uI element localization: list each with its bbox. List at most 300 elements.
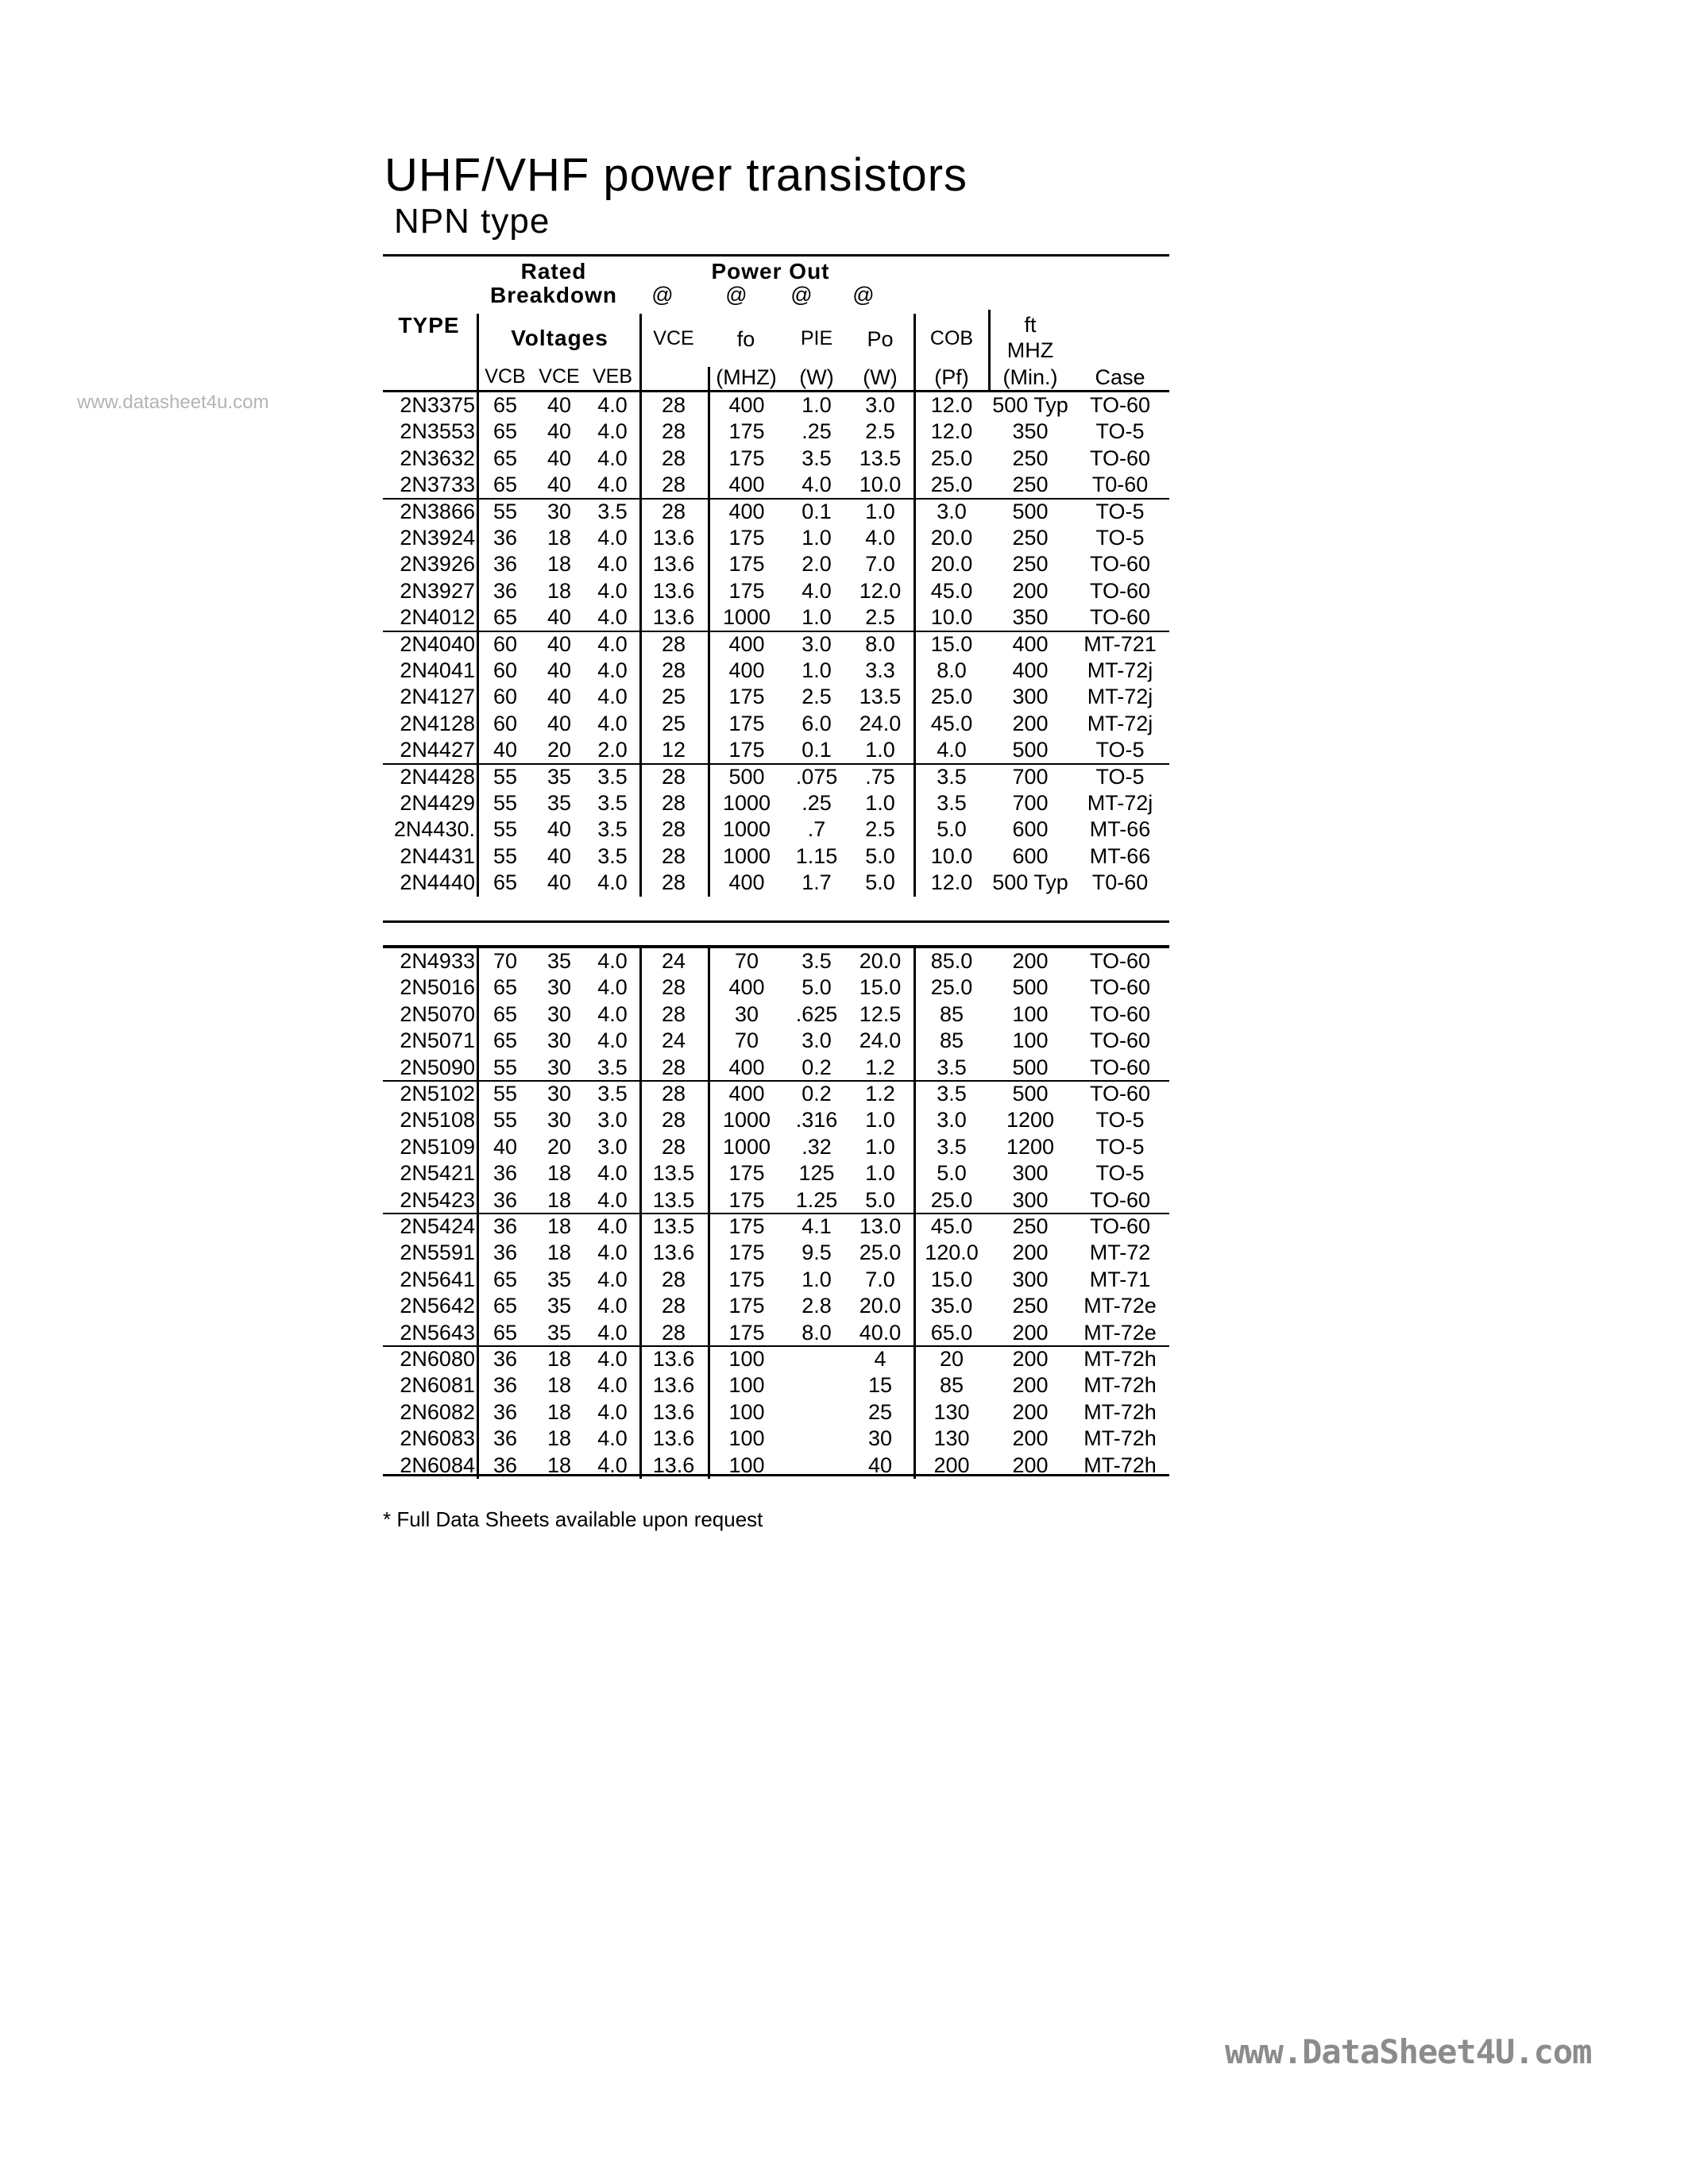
cell-case: TO-5 — [1095, 1108, 1145, 1133]
cell-vcb: 36 — [492, 1187, 518, 1212]
cell-type: 2N3866 — [400, 499, 475, 523]
cell-cob: 20 — [939, 1347, 964, 1371]
cell-case: TO-5 — [1095, 1134, 1145, 1159]
cell-vcb: 70 — [492, 949, 518, 973]
cell-type: 2N4933 — [400, 949, 475, 973]
table-row — [383, 499, 1169, 525]
cell-type: 2N6081 — [400, 1373, 475, 1398]
header-ft-mhz: MHZ — [1006, 338, 1054, 362]
cell-po: 4 — [874, 1347, 886, 1371]
cell-vcb: 65 — [492, 419, 518, 444]
cell-veb: 3.0 — [597, 1108, 628, 1133]
header-vcb: VCB — [485, 365, 526, 388]
cell-vce-test: 28 — [661, 791, 686, 815]
cell-vce-test: 13.6 — [652, 1347, 695, 1371]
header-po: Po — [867, 327, 894, 351]
cell-case: MT-72j — [1087, 658, 1153, 682]
cell-pie: .32 — [802, 1134, 832, 1159]
cell-vce: 35 — [547, 764, 572, 789]
cell-fo: 400 — [728, 1082, 765, 1106]
cell-case: TO-5 — [1095, 1161, 1145, 1186]
cell-ft: 500 — [1012, 738, 1049, 762]
cell-ft: 300 — [1012, 1267, 1049, 1291]
cell-po: 5.0 — [865, 1187, 895, 1212]
cell-vcb: 65 — [492, 1028, 518, 1053]
cell-pie: 3.5 — [802, 446, 832, 470]
cell-vcb: 36 — [492, 1426, 518, 1451]
cell-vcb: 36 — [492, 578, 518, 603]
cell-fo: 175 — [728, 738, 765, 762]
column-divider — [477, 948, 479, 1479]
cell-fo: 175 — [728, 419, 765, 444]
cell-vce-test: 13.6 — [652, 605, 695, 630]
cell-vce: 40 — [547, 605, 572, 630]
cell-cob: 45.0 — [930, 578, 973, 603]
cell-cob: 85 — [939, 1001, 964, 1026]
cell-vce-test: 13.6 — [652, 526, 695, 550]
cell-case: MT-72h — [1083, 1347, 1157, 1371]
cell-case: TO-5 — [1095, 419, 1145, 444]
cell-vce-test: 13.6 — [652, 1426, 695, 1451]
cell-case: TO-60 — [1089, 552, 1151, 577]
cell-fo: 175 — [728, 1241, 765, 1265]
column-divider — [914, 392, 916, 897]
page-title: UHF/VHF power transistors — [384, 149, 968, 201]
column-divider — [914, 948, 916, 1479]
cell-fo: 400 — [728, 870, 765, 895]
cell-cob: 25.0 — [930, 473, 973, 497]
table-row — [383, 948, 1169, 974]
cell-po: 25 — [867, 1399, 893, 1424]
cell-veb: 3.5 — [597, 764, 628, 789]
cell-vce-test: 13.6 — [652, 1241, 695, 1265]
cell-type: 2N4431 — [400, 843, 475, 868]
cell-fo: 100 — [728, 1399, 765, 1424]
cell-ft: 350 — [1012, 419, 1049, 444]
cell-vcb: 65 — [492, 1320, 518, 1345]
cell-ft: 250 — [1012, 526, 1049, 550]
cell-vcb: 55 — [492, 499, 518, 523]
cell-type: 2N5109 — [400, 1134, 475, 1159]
cell-veb: 4.0 — [597, 949, 628, 973]
cell-ft: 300 — [1012, 685, 1049, 709]
cell-cob: 5.0 — [937, 817, 967, 842]
cell-ft: 200 — [1012, 1320, 1049, 1345]
cell-cob: 45.0 — [930, 711, 973, 735]
header-unit-mhz: (MHZ) — [716, 365, 777, 389]
cell-ft: 1200 — [1006, 1134, 1055, 1159]
cell-vce: 18 — [547, 1241, 572, 1265]
cell-cob: 8.0 — [937, 658, 967, 682]
cell-vce: 30 — [547, 1082, 572, 1106]
cell-vcb: 55 — [492, 1055, 518, 1079]
cell-case: TO-60 — [1089, 1001, 1151, 1026]
cell-pie: 4.1 — [802, 1214, 832, 1238]
cell-veb: 4.0 — [597, 473, 628, 497]
cell-veb: 4.0 — [597, 1267, 628, 1291]
cell-fo: 70 — [734, 1028, 759, 1053]
cell-cob: 200 — [933, 1453, 970, 1477]
cell-pie: .075 — [795, 764, 838, 789]
cell-ft: 300 — [1012, 1161, 1049, 1186]
cell-vce-test: 28 — [661, 1134, 686, 1159]
cell-vce-test: 28 — [661, 473, 686, 497]
cell-fo: 1000 — [722, 1108, 771, 1133]
cell-vce: 20 — [547, 738, 572, 762]
cell-pie: 1.0 — [802, 658, 832, 682]
cell-vcb: 55 — [492, 764, 518, 789]
cell-vce-test: 28 — [661, 446, 686, 470]
cell-type: 2N5641 — [400, 1267, 475, 1291]
cell-veb: 4.0 — [597, 446, 628, 470]
cell-vcb: 65 — [492, 1001, 518, 1026]
header-veb: VEB — [592, 365, 633, 388]
cell-cob: 20.0 — [930, 526, 973, 550]
cell-veb: 4.0 — [597, 1399, 628, 1424]
cell-pie: 1.7 — [802, 870, 832, 895]
column-divider — [639, 948, 642, 1479]
cell-pie: 0.2 — [802, 1082, 832, 1106]
table-row — [383, 1001, 1169, 1028]
header-ft: ft — [1024, 313, 1037, 337]
cell-case: MT-72h — [1083, 1453, 1157, 1477]
cell-ft: 200 — [1012, 1373, 1049, 1398]
cell-vcb: 55 — [492, 1082, 518, 1106]
cell-fo: 175 — [728, 1267, 765, 1291]
cell-pie: 1.0 — [802, 526, 832, 550]
cell-veb: 4.0 — [597, 631, 628, 656]
cell-fo: 1000 — [722, 1134, 771, 1159]
cell-type: 2N5423 — [400, 1187, 475, 1212]
cell-type: 2N5421 — [400, 1161, 475, 1186]
cell-pie: 4.0 — [802, 473, 832, 497]
table-row — [383, 816, 1169, 843]
header-unit-w-po: (W) — [863, 365, 898, 389]
cell-pie: .316 — [795, 1108, 838, 1133]
cell-veb: 4.0 — [597, 419, 628, 444]
cell-ft: 200 — [1012, 1399, 1049, 1424]
cell-vce-test: 13.6 — [652, 1453, 695, 1477]
table-row — [383, 525, 1169, 551]
cell-vce: 18 — [547, 1214, 572, 1238]
cell-fo: 400 — [728, 499, 765, 523]
cell-po: 1.0 — [865, 1161, 895, 1186]
cell-case: MT-72e — [1083, 1320, 1157, 1345]
cell-po: 12.0 — [859, 578, 902, 603]
cell-veb: 3.5 — [597, 791, 628, 815]
cell-vce: 35 — [547, 1320, 572, 1345]
cell-ft: 500 Typ — [992, 870, 1068, 895]
cell-fo: 175 — [728, 685, 765, 709]
cell-fo: 175 — [728, 578, 765, 603]
cell-fo: 175 — [728, 1161, 765, 1186]
cell-type: 2N3375 — [400, 393, 475, 417]
cell-fo: 175 — [728, 552, 765, 577]
cell-type: 2N3924 — [400, 526, 475, 550]
cell-type: 2N4427 — [400, 738, 475, 762]
cell-fo: 70 — [734, 949, 759, 973]
cell-vce: 40 — [547, 631, 572, 656]
cell-case: TO-60 — [1089, 1082, 1151, 1106]
cell-vcb: 36 — [492, 1214, 518, 1238]
table-row — [383, 604, 1169, 631]
cell-vce: 35 — [547, 1294, 572, 1318]
table-row — [383, 764, 1169, 790]
table-row — [383, 392, 1169, 419]
cell-cob: 25.0 — [930, 975, 973, 1000]
cell-po: 1.0 — [865, 1108, 895, 1133]
cell-vce: 40 — [547, 685, 572, 709]
cell-ft: 700 — [1012, 791, 1049, 815]
cell-case: MT-721 — [1083, 631, 1157, 656]
table-row — [383, 419, 1169, 445]
table-row — [383, 578, 1169, 604]
cell-vcb: 60 — [492, 658, 518, 682]
cell-pie: 6.0 — [802, 711, 832, 735]
cell-pie: 0.1 — [802, 738, 832, 762]
cell-fo: 400 — [728, 658, 765, 682]
cell-po: 7.0 — [865, 1267, 895, 1291]
cell-type: 2N6080 — [400, 1347, 475, 1371]
cell-cob: 3.5 — [937, 1082, 967, 1106]
cell-pie: .625 — [795, 1001, 838, 1026]
cell-type: 2N5643 — [400, 1320, 475, 1345]
cell-cob: 3.5 — [937, 764, 967, 789]
cell-vce: 30 — [547, 1055, 572, 1079]
cell-vce-test: 28 — [661, 631, 686, 656]
footnote: * Full Data Sheets available upon request — [383, 1507, 763, 1531]
cell-ft: 200 — [1012, 711, 1049, 735]
cell-vcb: 36 — [492, 1241, 518, 1265]
cell-pie: 1.15 — [795, 843, 838, 868]
cell-vce: 18 — [547, 552, 572, 577]
header-voltages: Voltages — [511, 326, 608, 350]
table-row — [383, 1320, 1169, 1346]
cell-fo: 175 — [728, 1294, 765, 1318]
table-row — [383, 870, 1169, 896]
cell-veb: 4.0 — [597, 1453, 628, 1477]
cell-ft: 250 — [1012, 1294, 1049, 1318]
cell-case: TO-60 — [1089, 393, 1151, 417]
cell-pie: 4.0 — [802, 578, 832, 603]
cell-type: 2N4428 — [400, 764, 475, 789]
cell-vcb: 65 — [492, 446, 518, 470]
cell-pie: 0.2 — [802, 1055, 832, 1079]
cell-vcb: 36 — [492, 1347, 518, 1371]
cell-vcb: 55 — [492, 817, 518, 842]
cell-case: MT-66 — [1089, 817, 1151, 842]
cell-vce-test: 28 — [661, 658, 686, 682]
cell-vce: 35 — [547, 1267, 572, 1291]
table-row — [383, 1240, 1169, 1266]
cell-veb: 2.0 — [597, 738, 628, 762]
cell-cob: 25.0 — [930, 446, 973, 470]
header-rated: Rated — [520, 259, 587, 284]
cell-cob: 120.0 — [925, 1241, 979, 1265]
cell-vce: 40 — [547, 393, 572, 417]
cell-vce-test: 13.6 — [652, 552, 695, 577]
cell-case: MT-72h — [1083, 1426, 1157, 1451]
header-unit-w-pie: (W) — [799, 365, 834, 389]
cell-vce-test: 28 — [661, 1082, 686, 1106]
cell-case: TO-60 — [1089, 1214, 1151, 1238]
cell-po: 40.0 — [859, 1320, 902, 1345]
cell-type: 2N5016 — [400, 975, 475, 1000]
table-row — [383, 446, 1169, 472]
table-row — [383, 472, 1169, 498]
cell-vce: 18 — [547, 1347, 572, 1371]
header-at-vce: @ — [651, 283, 674, 307]
cell-veb: 4.0 — [597, 658, 628, 682]
cell-vce-test: 25 — [661, 711, 686, 735]
cell-po: 30 — [867, 1426, 893, 1451]
cell-ft: 400 — [1012, 658, 1049, 682]
cell-po: 5.0 — [865, 843, 895, 868]
table-row — [383, 658, 1169, 684]
cell-case: TO-60 — [1089, 446, 1151, 470]
cell-po: 10.0 — [859, 473, 902, 497]
cell-vce: 20 — [547, 1134, 572, 1159]
table-row — [383, 1399, 1169, 1426]
cell-fo: 1000 — [722, 791, 771, 815]
cell-vce: 40 — [547, 419, 572, 444]
cell-pie: 8.0 — [802, 1320, 832, 1345]
cell-pie: 3.0 — [802, 1028, 832, 1053]
cell-cob: 3.5 — [937, 1134, 967, 1159]
cell-fo: 175 — [728, 1320, 765, 1345]
cell-veb: 4.0 — [597, 870, 628, 895]
cell-vcb: 40 — [492, 738, 518, 762]
cell-po: 1.0 — [865, 791, 895, 815]
cell-vce-test: 13.6 — [652, 578, 695, 603]
cell-case: TO-5 — [1095, 738, 1145, 762]
cell-fo: 100 — [728, 1347, 765, 1371]
cell-type: 2N5591 — [400, 1241, 475, 1265]
cell-ft: 600 — [1012, 817, 1049, 842]
cell-fo: 175 — [728, 1214, 765, 1238]
cell-vce-test: 13.5 — [652, 1161, 695, 1186]
cell-cob: 85 — [939, 1028, 964, 1053]
cell-ft: 250 — [1012, 446, 1049, 470]
cell-po: 5.0 — [865, 870, 895, 895]
cell-po: 4.0 — [865, 526, 895, 550]
cell-vce-test: 12 — [661, 738, 686, 762]
cell-ft: 200 — [1012, 578, 1049, 603]
cell-case: TO-5 — [1095, 499, 1145, 523]
cell-ft: 200 — [1012, 1347, 1049, 1371]
cell-veb: 3.5 — [597, 817, 628, 842]
cell-cob: 4.0 — [937, 738, 967, 762]
cell-pie: 0.1 — [802, 499, 832, 523]
cell-vce: 18 — [547, 1399, 572, 1424]
cell-case: MT-71 — [1089, 1267, 1151, 1291]
cell-ft: 250 — [1012, 1214, 1049, 1238]
cell-fo: 175 — [728, 446, 765, 470]
cell-pie: 1.0 — [802, 1267, 832, 1291]
cell-vce: 18 — [547, 1373, 572, 1398]
cell-po: 20.0 — [859, 1294, 902, 1318]
cell-type: 2N6082 — [400, 1399, 475, 1424]
cell-cob: 3.5 — [937, 791, 967, 815]
header-at-fo: @ — [725, 283, 747, 307]
cell-cob: 25.0 — [930, 685, 973, 709]
cell-po: 3.0 — [865, 393, 895, 417]
cell-veb: 3.5 — [597, 843, 628, 868]
cell-veb: 4.0 — [597, 711, 628, 735]
cell-vcb: 36 — [492, 1161, 518, 1186]
cell-po: 20.0 — [859, 949, 902, 973]
cell-case: MT-72h — [1083, 1373, 1157, 1398]
cell-ft: 100 — [1012, 1001, 1049, 1026]
cell-type: 2N3632 — [400, 446, 475, 470]
cell-ft: 500 — [1012, 975, 1049, 1000]
cell-type: 2N5070 — [400, 1001, 475, 1026]
cell-po: 24.0 — [859, 1028, 902, 1053]
cell-vce-test: 28 — [661, 764, 686, 789]
cell-ft: 200 — [1012, 949, 1049, 973]
cell-cob: 12.0 — [930, 870, 973, 895]
cell-cob: 10.0 — [930, 843, 973, 868]
header-divider-voltages — [639, 314, 642, 392]
cell-po: 2.5 — [865, 419, 895, 444]
cell-vce-test: 28 — [661, 1108, 686, 1133]
cell-fo: 175 — [728, 711, 765, 735]
cell-ft: 500 — [1012, 499, 1049, 523]
cell-vcb: 36 — [492, 526, 518, 550]
cell-ft: 200 — [1012, 1241, 1049, 1265]
cell-ft: 100 — [1012, 1028, 1049, 1053]
cell-fo: 1000 — [722, 605, 771, 630]
watermark-bottom[interactable]: www.DataSheet4U.com — [1225, 2032, 1592, 2071]
header-unit-min: (Min.) — [1002, 365, 1058, 389]
table-row — [383, 843, 1169, 870]
cell-vcb: 65 — [492, 975, 518, 1000]
cell-type: 2N4127 — [400, 685, 475, 709]
cell-ft: 400 — [1012, 631, 1049, 656]
cell-ft: 200 — [1012, 1453, 1049, 1477]
cell-fo: 400 — [728, 393, 765, 417]
column-divider — [708, 392, 710, 897]
cell-cob: 85.0 — [930, 949, 973, 973]
cell-type: 2N5108 — [400, 1108, 475, 1133]
cell-vce: 18 — [547, 1187, 572, 1212]
table-row — [383, 1293, 1169, 1319]
cell-case: MT-72h — [1083, 1399, 1157, 1424]
cell-vce: 18 — [547, 526, 572, 550]
cell-cob: 35.0 — [930, 1294, 973, 1318]
cell-vce: 35 — [547, 949, 572, 973]
cell-vcb: 65 — [492, 1267, 518, 1291]
cell-pie: 5.0 — [802, 975, 832, 1000]
cell-vcb: 55 — [492, 791, 518, 815]
cell-po: 2.5 — [865, 817, 895, 842]
cell-po: 1.0 — [865, 499, 895, 523]
header-power-out: Power Out — [711, 259, 830, 284]
cell-veb: 4.0 — [597, 1001, 628, 1026]
cell-ft: 1200 — [1006, 1108, 1055, 1133]
table-row — [383, 1267, 1169, 1293]
cell-veb: 4.0 — [597, 526, 628, 550]
table-row — [383, 974, 1169, 1001]
watermark-top[interactable]: www.datasheet4u.com — [77, 392, 269, 413]
page-subtitle: NPN type — [394, 202, 550, 241]
cell-pie: 2.8 — [802, 1294, 832, 1318]
table-row — [383, 684, 1169, 710]
cell-pie: 1.0 — [802, 393, 832, 417]
cell-veb: 4.0 — [597, 1187, 628, 1212]
header-cob: COB — [929, 327, 974, 349]
table-row — [383, 1346, 1169, 1372]
